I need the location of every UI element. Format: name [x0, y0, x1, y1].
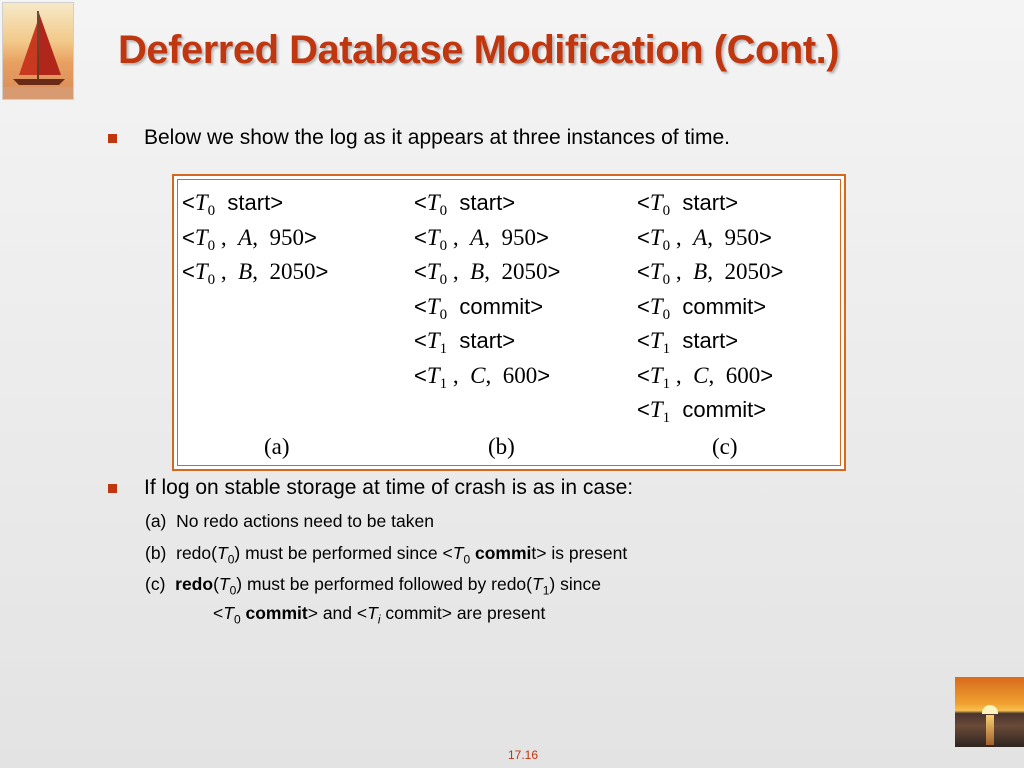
txn-subscript: 1 — [439, 375, 448, 392]
new-value: 2050 — [269, 259, 316, 284]
txn-symbol: T — [223, 603, 234, 623]
txn-symbol: T — [649, 293, 663, 319]
log-keyword: start — [227, 190, 271, 215]
log-keyword: commit — [459, 293, 531, 319]
txn-subscript: 1 — [439, 341, 448, 357]
log-keyword: start — [682, 328, 726, 353]
case-c-text: ) must be performed followed by redo( — [236, 574, 532, 594]
log-column-b — [414, 186, 560, 393]
log-record: $<T_0$ , A, 950> — [182, 224, 317, 254]
txn-symbol: T — [426, 259, 440, 284]
log-keyword: commit — [682, 397, 754, 422]
txn-subscript: 0 — [439, 203, 448, 219]
txn-subscript: 0 — [662, 306, 671, 323]
txn-subscript: 0 — [439, 306, 448, 323]
txn-symbol: T — [216, 543, 228, 563]
new-value: 2050 — [501, 259, 548, 284]
crash-intro-text: If log on stable storage at time of crash is as in case: — [144, 476, 634, 499]
txn-symbol: T — [426, 293, 440, 319]
log-record: $<T_0$ , A, 950> — [414, 224, 549, 254]
txn-symbol: T — [218, 574, 230, 594]
txn-subscript: 0 — [439, 272, 448, 288]
log-keyword: start — [682, 190, 726, 215]
txn-symbol: T — [649, 362, 663, 388]
sunset-image — [955, 677, 1024, 747]
data-item: A — [238, 224, 253, 250]
log-record: $<T_0$ , B, 2050> — [182, 259, 329, 288]
txn-subscript: 0 — [207, 203, 216, 219]
case-c-label: (c) — [145, 574, 166, 594]
log-record: $<T_0$ , B, 2050> — [414, 259, 561, 288]
txn-subscript: 0 — [229, 583, 237, 598]
txn-symbol: T — [194, 190, 208, 215]
data-item: C — [470, 362, 486, 388]
new-value: 950 — [724, 224, 759, 250]
txn-symbol: T — [426, 362, 440, 388]
sun-reflection — [986, 715, 994, 745]
txn-subscript: 1 — [662, 375, 671, 392]
txn-symbol: T — [532, 574, 543, 594]
txn-symbol: T — [426, 224, 440, 250]
log-keyword: start — [459, 328, 503, 353]
case-c-line — [145, 574, 601, 598]
log-caption-b: (b) — [488, 434, 515, 459]
log-record: $<T_0$ , B, 2050> — [637, 259, 784, 288]
commit-keyword: commit — [245, 603, 308, 623]
txn-symbol: T — [649, 259, 663, 284]
txn-subscript: i — [377, 612, 381, 627]
log-record: $<T_0$ start> — [637, 190, 739, 219]
txn-subscript: 1 — [542, 583, 550, 598]
case-a-line — [145, 511, 434, 532]
case-b-line — [145, 543, 627, 567]
new-value: 950 — [269, 224, 304, 250]
log-keyword: start — [459, 190, 503, 215]
sun-shape — [982, 705, 998, 714]
log-column-c — [637, 186, 783, 428]
case-c2-text: < — [213, 603, 224, 623]
data-item: B — [693, 259, 708, 284]
log-record: $<T_0$ start> — [414, 190, 516, 219]
txn-symbol: T — [194, 224, 208, 250]
case-c-text: ( — [213, 574, 219, 594]
case-c-text: ) since — [549, 574, 601, 594]
log-record: $<T_0$ start> — [182, 190, 284, 219]
bullet-marker — [108, 134, 117, 143]
txn-symbol: T — [194, 259, 208, 284]
case-b-text: ) must be performed since < — [234, 543, 453, 563]
txn-subscript: 0 — [439, 237, 448, 254]
txn-subscript: 0 — [662, 237, 671, 254]
data-item: C — [693, 362, 709, 388]
commit-keyword: commi — [475, 543, 532, 563]
txn-subscript: 0 — [662, 203, 671, 219]
data-item: B — [238, 259, 253, 284]
case-b-text: t> is present — [531, 543, 628, 563]
log-record: $<T_0$ , A, 950> — [637, 224, 772, 254]
data-item: A — [470, 224, 485, 250]
txn-subscript: 0 — [233, 612, 241, 627]
log-caption-a: (a) — [264, 434, 290, 459]
txn-subscript: 0 — [207, 272, 216, 288]
log-column-a — [182, 186, 328, 290]
txn-subscript: 1 — [662, 410, 671, 426]
txn-symbol: T — [649, 328, 663, 353]
log-record: $<T_1$ , C, 600> — [637, 362, 774, 392]
case-a-label: (a) — [145, 511, 167, 531]
case-b-label: (b) — [145, 543, 167, 563]
log-record: $<T_1$ start> — [414, 328, 516, 357]
log-caption-c: (c) — [712, 434, 738, 459]
new-value: 600 — [725, 362, 761, 388]
new-value: 600 — [502, 362, 538, 388]
txn-symbol: T — [649, 190, 663, 215]
txn-subscript: 0 — [207, 237, 216, 254]
txn-symbol: T — [367, 603, 378, 623]
txn-symbol: T — [649, 397, 663, 422]
log-record: $<T_1$ commit> — [637, 397, 767, 426]
txn-subscript: 0 — [463, 552, 471, 567]
sailboat-logo — [2, 2, 74, 100]
txn-symbol: T — [426, 328, 440, 353]
case-c2-text: commit> are present — [380, 603, 546, 623]
new-value: 2050 — [724, 259, 771, 284]
log-keyword: commit — [682, 293, 754, 319]
txn-subscript: 0 — [227, 552, 235, 567]
slide-title: Deferred Database Modification (Cont.) — [118, 28, 840, 72]
txn-symbol: T — [452, 543, 464, 563]
redo-keyword: redo — [175, 574, 214, 594]
data-item: B — [470, 259, 485, 284]
log-record: $<T_1$ start> — [637, 328, 739, 357]
intro-text: Below we show the log as it appears at three instances of time. — [144, 126, 730, 149]
log-record: $<T_1$ , C, 600> — [414, 362, 551, 392]
txn-subscript: 1 — [662, 341, 671, 357]
case-b-text: redo( — [176, 543, 217, 563]
new-value: 950 — [501, 224, 536, 250]
log-record: $<T_0$ commit> — [637, 293, 767, 323]
bullet-marker — [108, 484, 117, 493]
case-a-text: No redo actions need to be taken — [176, 511, 434, 531]
data-item: A — [693, 224, 708, 250]
txn-symbol: T — [649, 224, 663, 250]
txn-symbol: T — [426, 190, 440, 215]
case-c-continuation — [213, 603, 545, 627]
case-c2-text: > and < — [307, 603, 368, 623]
txn-subscript: 0 — [662, 272, 671, 288]
log-figure — [172, 174, 846, 471]
page-number: 17.16 — [508, 748, 539, 762]
log-record: $<T_0$ commit> — [414, 293, 544, 323]
